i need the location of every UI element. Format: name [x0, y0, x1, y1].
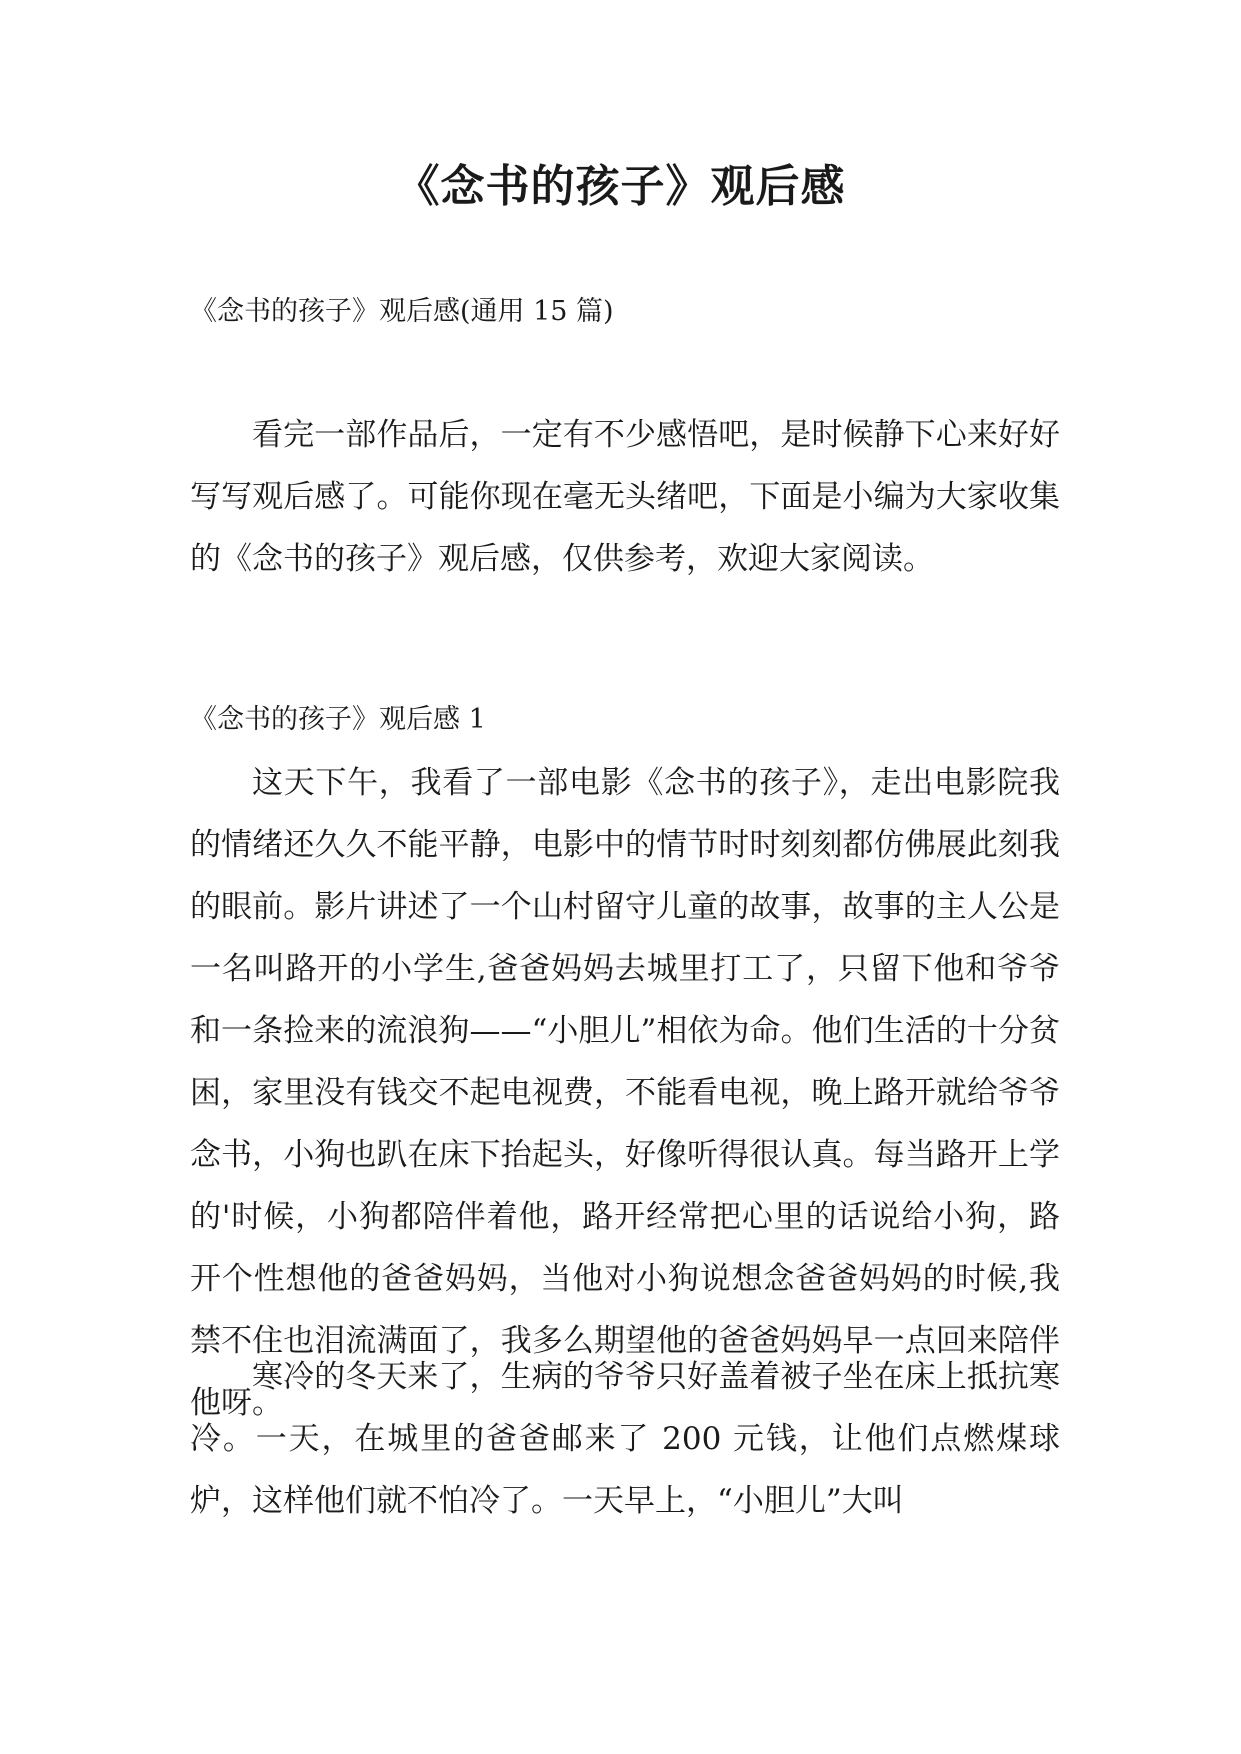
document-subtitle: 《念书的孩子》观后感(通用 15 篇) — [190, 296, 614, 327]
intro-paragraph: 看完一部作品后，一定有不少感悟吧，是时候静下心来好好写写观后感了。可能你现在毫无头绪吧，下面是小编为大家收集的《念书的孩子》观后感，仅供参考，欢迎大家阅读。 — [190, 417, 1060, 577]
body-paragraph-2: 寒冷的冬天来了，生病的爷爷只好盖着被子坐在床上抵抗寒冷。一天，在城里的爸爸邮来了 200 元钱，让他们点燃煤球炉，这样他们就不怕冷了。一天早上，“小胆儿”大叫 — [190, 1359, 1060, 1519]
document-title: 《念书的孩子》观后感 — [395, 161, 846, 212]
body-paragraph-1-block — [190, 752, 1060, 1434]
intro-block — [190, 404, 1060, 590]
body-paragraph-2-block — [190, 1346, 1060, 1532]
body-paragraph-1: 这天下午，我看了一部电影《念书的孩子》，走出电影院我的情绪还久久不能平静，电影中的情节时时刻刻都仿佛展此刻我的眼前。影片讲述了一个山村留守儿童的故事，故事的主人公是一名叫路开的小学生,爸爸妈妈去城里打工了，只留下他和爷爷和一条捡来的流浪狗——“小胆儿”相依为命。他们生活的十分贫困，家里没有钱交不起电视费，不能看电视，晚上路开就给爷爷念书，小狗也趴在床下抬起头，好像听得很认真。每当路开上学的'时候，小狗都陪伴着他，路开经常把心里的话说给小狗，路开个性想他的爸爸妈妈，当他对小狗说想念爸爸妈妈的时候,我禁不住也泪流满面了，我多么期望他的爸爸妈妈早一点回来陪伴他呀。 — [190, 765, 1060, 1421]
section-heading: 《念书的孩子》观后感 1 — [190, 704, 486, 735]
